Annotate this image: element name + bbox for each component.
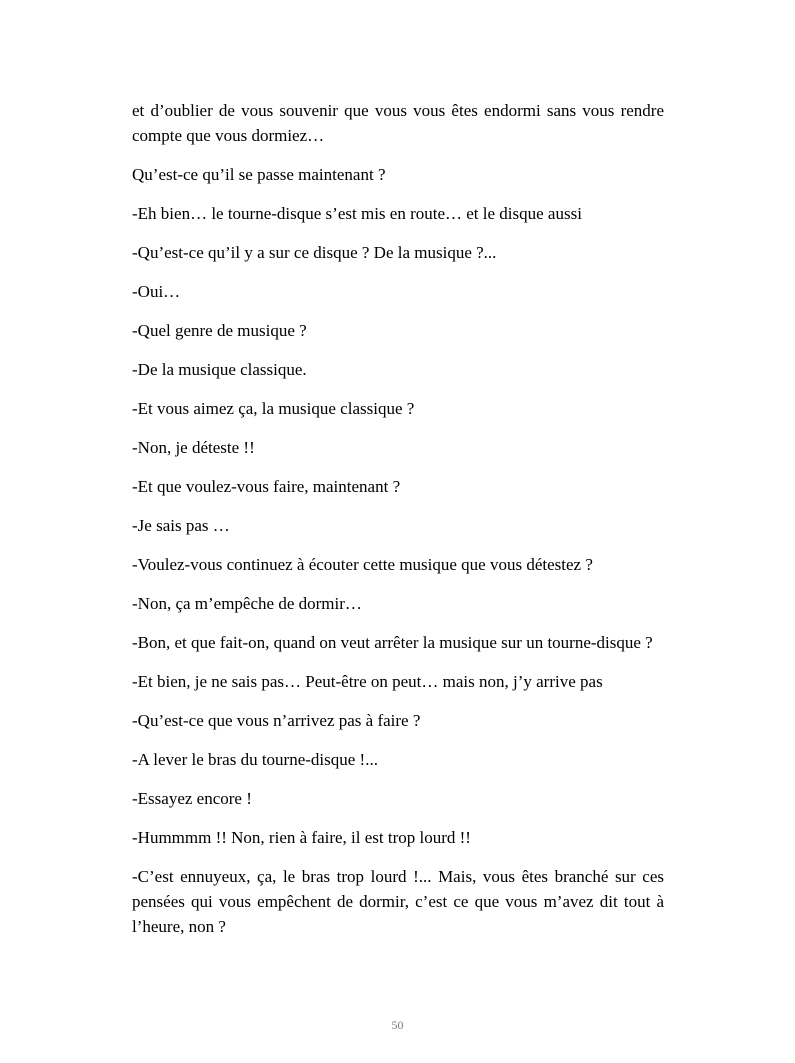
paragraph: -Hummmm !! Non, rien à faire, il est trop lourd !! [132,828,471,847]
paragraph: -Bon, et que fait-on, quand on veut arrêter la musique sur un tourne-disque ? [132,633,653,652]
paragraph: -Qu’est-ce qu’il y a sur ce disque ? De la musique ?... [132,243,497,262]
paragraph: -Oui… [132,282,181,301]
paragraph: -Et bien, je ne sais pas… Peut-être on peut… mais non, j’y arrive pas [132,672,603,691]
paragraph: -Non, ça m’empêche de dormir… [132,594,362,613]
paragraph: -A lever le bras du tourne-disque !... [132,750,378,769]
paragraph: -De la musique classique. [132,360,307,379]
paragraph: -Voulez-vous continuez à écouter cette musique que vous détestez ? [132,555,593,574]
paragraph: Qu’est-ce qu’il se passe maintenant ? [132,165,386,184]
page-body [132,98,664,953]
paragraph: -Quel genre de musique ? [132,321,307,340]
paragraph: -Je sais pas … [132,516,230,535]
paragraph: -Et vous aimez ça, la musique classique ? [132,399,415,418]
paragraph: -C’est ennuyeux, ça, le bras trop lourd !... Mais, vous êtes branché sur ces pensées qui vous empêchent de dormir, c’est ce que vous m’avez dit tout à l’heure, non ? [132,867,664,936]
paragraph: -Non, je déteste !! [132,438,255,457]
paragraph: et d’oublier de vous souvenir que vous vous êtes endormi sans vous rendre compte que vous dormiez… [132,101,664,145]
paragraph: -Et que voulez-vous faire, maintenant ? [132,477,401,496]
paragraph: -Qu’est-ce que vous n’arrivez pas à faire ? [132,711,421,730]
paragraph: -Essayez encore ! [132,789,252,808]
page-number: 50 [391,1018,404,1032]
paragraph: -Eh bien… le tourne-disque s’est mis en route… et le disque aussi [132,204,582,223]
